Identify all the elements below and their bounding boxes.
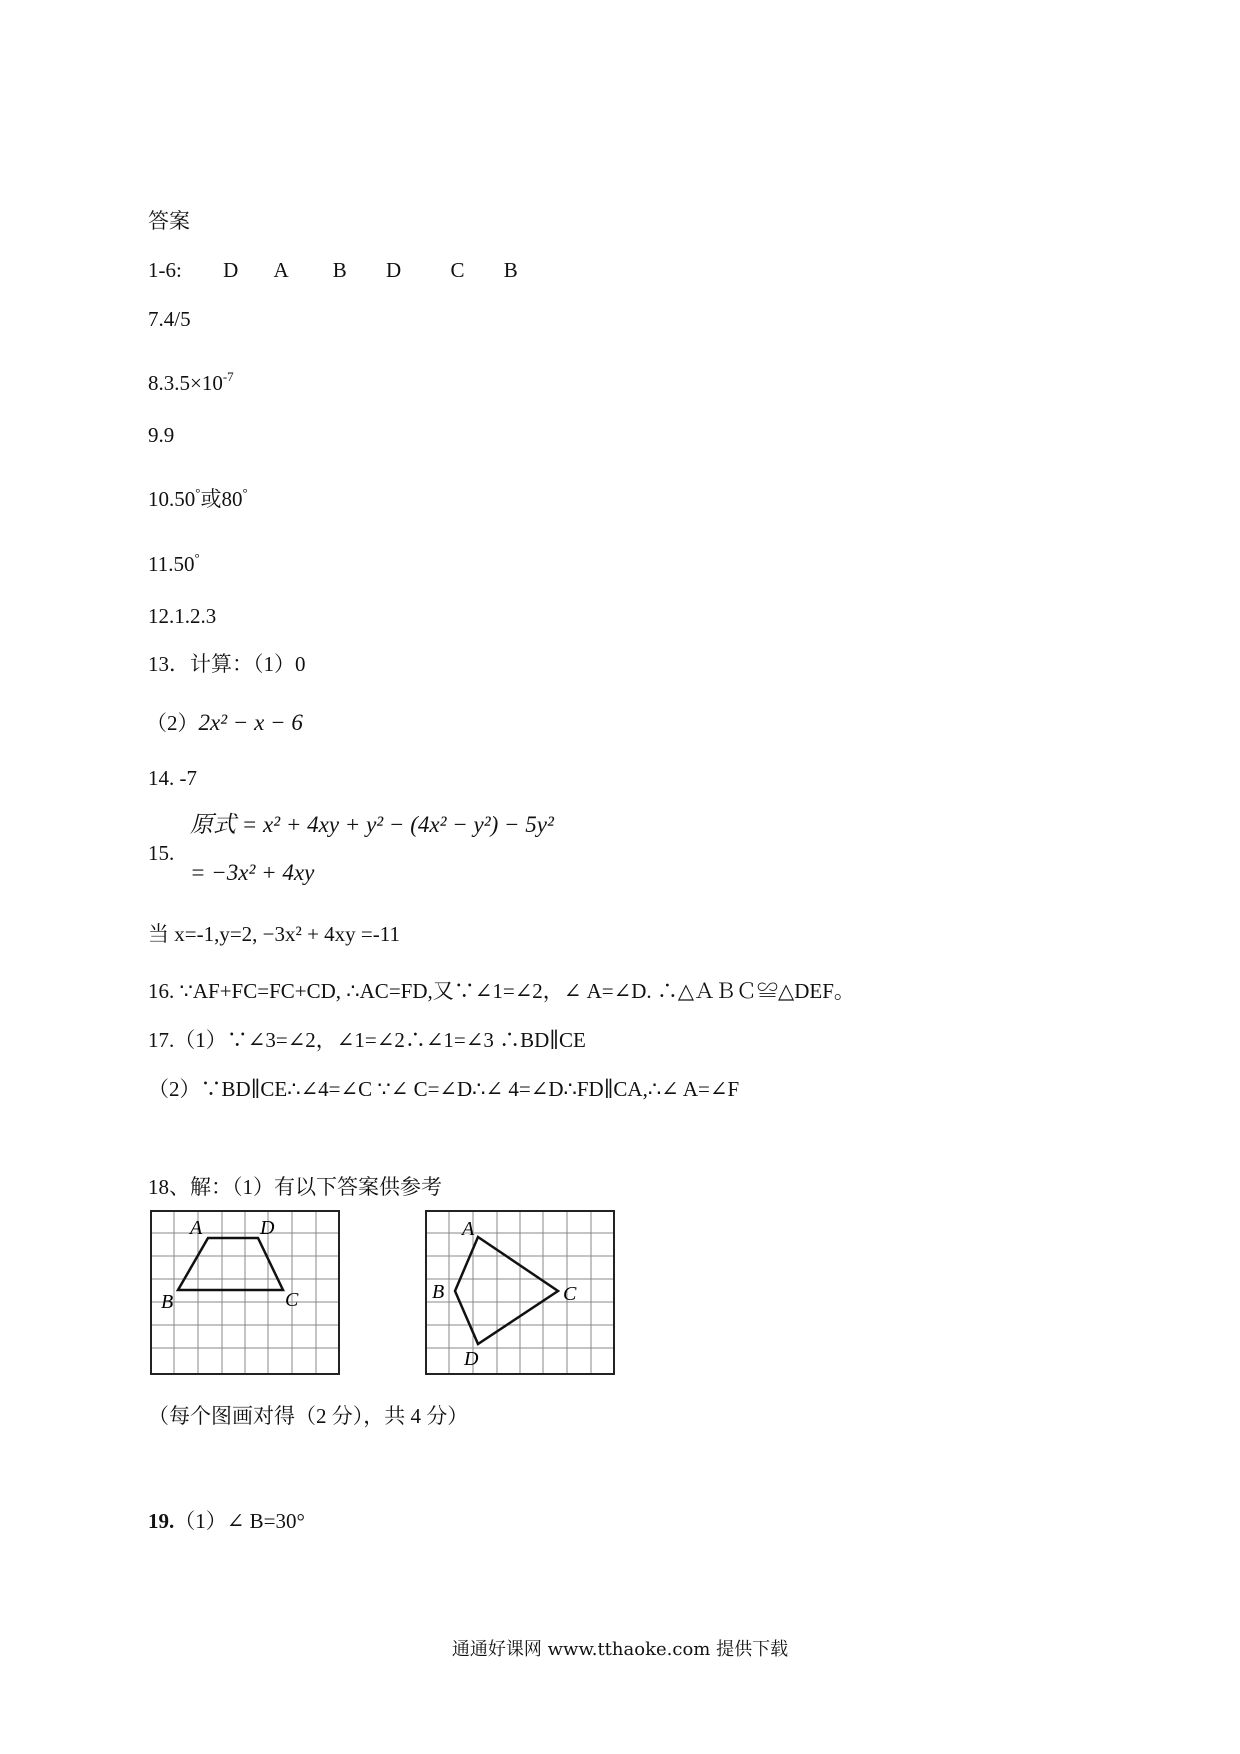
answers-1-6 (148, 257, 518, 283)
answer-10-b: 80 (221, 487, 243, 511)
degree-mark: ° (194, 550, 200, 565)
answer-7: 7.4/5 (148, 307, 191, 331)
fig2-label-a: A (462, 1218, 475, 1240)
fig2-label-d: D (464, 1348, 479, 1370)
grid-1 (150, 1210, 340, 1375)
answer-14: 14. -7 (148, 766, 197, 790)
answer-15-line2: = −3x² + 4xy (190, 860, 315, 885)
answer-3: B (332, 258, 347, 282)
answer-8-exp: -7 (222, 369, 234, 384)
answer-10-a: 50 (174, 487, 196, 511)
answer-13-line1: 13．计算：（1）0 (148, 652, 306, 676)
answer-19-text: （1）∠ B=30° (174, 1509, 305, 1533)
answer-16: 16. ∵AF+FC=FC+CD, ∴AC=FD,又∵∠1=∠2，∠ A=∠D. ∴△ＡＢＣ≌△DEF。 (148, 979, 855, 1003)
answer-4: D (386, 258, 402, 282)
degree-mark: ° (195, 485, 201, 500)
answer-1: D (223, 258, 239, 282)
answer-11 (148, 545, 200, 577)
fig1-label-d: D (260, 1217, 275, 1239)
fig2-label-b: B (432, 1281, 445, 1303)
answer-2: A (273, 258, 288, 282)
answer-10 (148, 480, 248, 512)
answer-19 (148, 1508, 305, 1534)
answer-12: 12.1.2.3 (148, 604, 217, 628)
answer-18-note: （每个图画对得（2 分），共 4 分） (148, 1404, 469, 1428)
answer-9: 9.9 (148, 423, 175, 447)
heading: 答案 (148, 209, 190, 233)
answer-11-a: 50 (173, 552, 195, 576)
answer-18-line1: 18、解：（1）有以下答案供参考 (148, 1175, 442, 1199)
answer-6: B (503, 258, 518, 282)
answer-10-or: 或 (200, 487, 222, 511)
answer-8-prefix: 8. (148, 371, 164, 395)
answer-13-line2-prefix: （2） (146, 711, 199, 735)
fig1-label-a: A (190, 1217, 203, 1239)
answer-8-base: 3.5×10 (163, 371, 223, 395)
figure-kite (425, 1210, 615, 1375)
trapezoid-shape (178, 1238, 283, 1290)
answer-17-line1: 17.（1）∵∠3=∠2，∠1=∠2∴∠1=∠3 ∴BD∥CE (148, 1028, 586, 1052)
answer-11-prefix: 11. (148, 552, 174, 576)
answer-15-line1: 原式 = x² + 4xy + y² − (4x² − y²) − 5y² (190, 812, 554, 837)
answer-13-line2-expr: 2x² − x − 6 (198, 710, 303, 735)
answer-15-label: 15. (148, 841, 175, 865)
figure-trapezoid (150, 1210, 340, 1375)
footer: 通通好课网 www.tthaoke.com 提供下载 (451, 1639, 789, 1660)
answer-8 (148, 364, 234, 396)
answer-15-line3: 当 x=-1,y=2, −3x² + 4xy =-11 (148, 922, 400, 946)
degree-mark: ° (242, 485, 248, 500)
fig1-label-c: C (285, 1289, 299, 1311)
answer-10-prefix: 10. (148, 487, 175, 511)
fig2-label-c: C (563, 1283, 577, 1305)
answer-13-line2 (146, 710, 303, 736)
answer-17-line2: （2）∵BD∥CE∴∠4=∠C ∵∠ C=∠D∴∠ 4=∠D∴FD∥CA,∴∠ A=∠F (148, 1077, 740, 1101)
fig1-label-b: B (161, 1291, 174, 1313)
answer-19-num: 19. (148, 1509, 175, 1533)
answers-1-6-label: 1-6: (148, 258, 182, 282)
answer-5: C (450, 258, 465, 282)
grid-2 (425, 1210, 615, 1375)
